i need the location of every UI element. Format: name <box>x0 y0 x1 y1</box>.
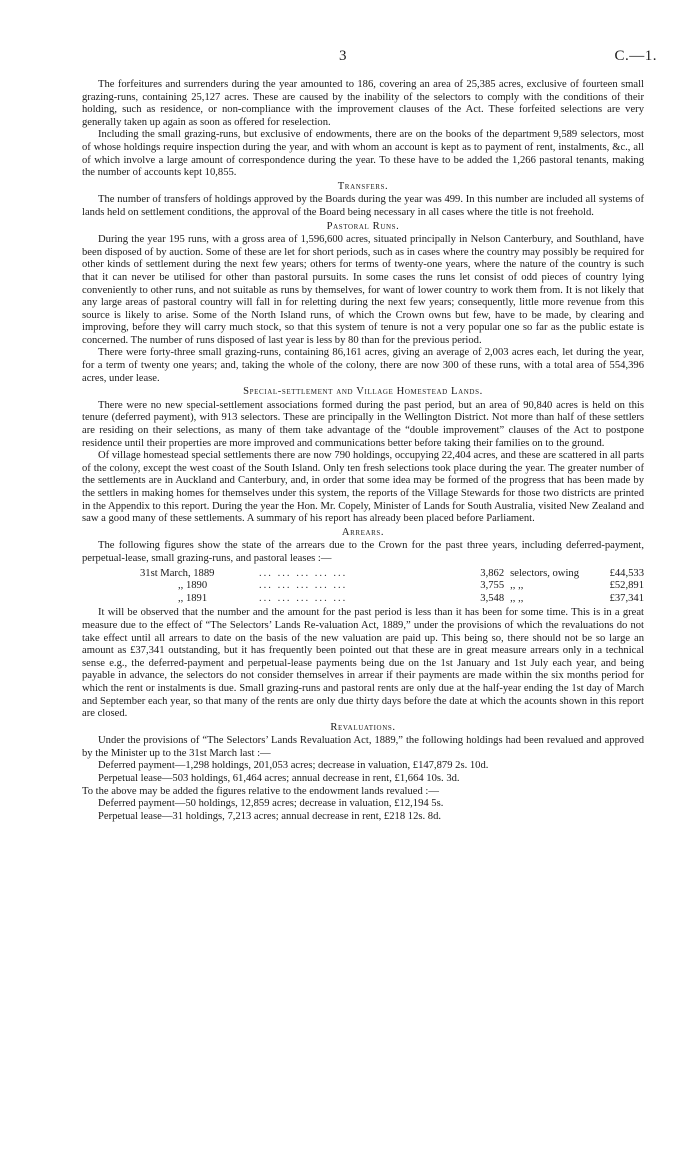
endowment-perpetual-lease: Perpetual lease—31 holdings, 7,213 acres; annual decrease in rent, £218 12s. 8d. <box>98 810 442 822</box>
endowment-deferred-payment: Deferred payment—50 holdings, 12,859 acres; decrease in valuation, £12,194 5s. <box>98 798 444 810</box>
heading-pastoral-runs: Pastoral Runs. <box>326 220 400 232</box>
page-number: 3 <box>339 48 347 64</box>
heading-arrears: Arrears. <box>341 526 385 538</box>
arrears-date: ,, 1890 <box>178 580 208 592</box>
paragraph-arrears-explanation: It will be observed that the number and the amount for the past period is less than it has been for some time. This is in a great measure due to the effect of “The Selectors’ Lands Re-valuation Act, 1889,” under the provisions of which the revaluations do not take effect until all arrears to date on the basis of the new valuation are paid up. This being so, there should not be so large an amount as £37,341 outstanding, but it has frequently been pointed out that these are in great measure arrears only in a technical sense e.g., the deferred-payment and perpetual-lease payments being due on the 1st January and 1st July each year, and being payable in advance, the selectors do not consider themselves in arrear if their payments are made within the six months period for which the rent or instalments is due. Small grazing-runs and pastoral rents are only due at the half-year ending the 1st day of March and September each year, so that many of the rents are only due thirty days before the date at which the acounts shown in this report are closed. <box>82 607 644 720</box>
heading-special-settlement: Special-settlement and Village Homestead Lands. <box>243 386 483 398</box>
arrears-table <box>140 568 644 606</box>
paragraph-forfeitures: The forfeitures and surrenders during the year amounted to 186, covering an area of 25,385 acres, exclusive of fourteen small grazing-runs, containing 25,127 acres. These are caused by the inability of the selectors to comply with the conditions of their holding, such as residence, or non-compliance with the improvement clauses of the Act. These forfeited selections are very generally taken up again as soon as offered for reselection. <box>82 79 644 128</box>
heading-revaluations: Revaluations. <box>330 721 396 733</box>
revaluation-deferred-payment: Deferred payment—1,298 holdings, 201,053 acres; decrease in valuation, £147,879 2s. 10d. <box>98 760 489 772</box>
document-body <box>82 79 644 823</box>
table-row <box>140 593 644 606</box>
arrears-date: ,, 1891 <box>178 592 208 604</box>
table-row <box>140 568 644 581</box>
paragraph-pastoral-runs: During the year 195 runs, with a gross area of 1,596,600 acres, situated principally in Nelson Canterbury, and Southland, have been disposed of by auction. Some of these are let for short periods, such as in cases where the country may possibly be required for other kinds of settlement during the next few years; others for terms of twenty-one years, where the nature of the country is such that it can never be utilised for other than pastoral pursuits. In some cases the runs let consist of odd pieces of country lying conveniently to other runs, and not suitable as runs by themselves, for want of lower country to work them from. It is not likely that any large areas of pastoral country will fall in for reletting during the next few years; consequently, little more revenue from this source is likely to arise. Some of the North Island runs, of which the Crown owns but few, have to be made, by clearing and improving, before they will carry much stock, so that this system of tenure is not a very popular one so far as the public estate is concerned. The number of runs disposed of last year is less by 80 than for the previous period. <box>82 234 644 346</box>
arrears-date: 31st March, 1889 <box>140 567 215 579</box>
paragraph-arrears-intro: The following figures show the state of the arrears due to the Crown for the past three years, including deferred-payment, perpetual-lease, small grazing-runs, and pastoral leases :— <box>82 540 644 564</box>
arrears-label: ,, ,, <box>510 580 524 592</box>
arrears-selectors: 3,755 <box>480 580 505 592</box>
arrears-label: ,, ,, <box>510 592 524 604</box>
paragraph-transfers: The number of transfers of holdings approved by the Boards during the year was 499. In this number are included all systems of lands held on settlement conditions, the approval of the Board being necessary in all cases where the title is not freehold. <box>82 194 644 218</box>
arrears-amount: £52,891 <box>609 580 644 592</box>
revaluation-perpetual-lease: Perpetual lease—503 holdings, 61,464 acres; annual decrease in rent, £1,664 10s. 3d. <box>98 773 460 785</box>
paragraph-small-grazing-runs: There were forty-three small grazing-runs, containing 86,161 acres, giving an average of 2,003 acres each, let during the year, for a term of twenty one years; and, taking the whole of the colony, there are now 300 of these runs, with a total area of 554,396 acres, under lease. <box>82 347 644 384</box>
table-row <box>140 580 644 593</box>
arrears-amount: £37,341 <box>609 592 644 604</box>
paragraph-revaluations-intro: Under the provisions of “The Selectors’ Lands Revaluation Act, 1889,” the following holdings had been revalued and approved by the Minister up to the 31st March last :— <box>82 735 644 759</box>
paragraph-endowment-intro: To the above may be added the figures relative to the endowment lands revalued :— <box>82 785 439 797</box>
leader-dots: ... ... ... ... ... <box>259 592 348 604</box>
paragraph-village-homestead: Of village homestead special settlements there are now 790 holdings, occupying 22,404 acres, and these are scattered in all parts of the colony, except the west coast of the South Island. Only ten fresh selections took place during the year. The greater number of the settlements are in Auckland and Canterbury, and, in order that some idea may be formed of the progress that has been made by the settlers in making homes for themselves under this system, the reports of the Village Stewards for those two districts are printed in the Appendix to this report. During the year the Hon. Mr. Copely, Minister of Lands for South Australia, visited New Zealand and saw a good many of these settlements. A summary of his report has already been placed before Parliament. <box>82 450 644 525</box>
document-code: C.—1. <box>614 48 657 64</box>
arrears-selectors: 3,548 <box>480 592 505 604</box>
heading-transfers: Transfers. <box>337 180 389 192</box>
leader-dots: ... ... ... ... ... <box>259 580 348 592</box>
paragraph-selectors: Including the small grazing-runs, but exclusive of endowments, there are on the books of the department 9,589 selectors, most of whose holdings require inspection during the year, and with whom an account is kept as to payment of rent, instalments, &c., all of which involve a large amount of correspondence during the year. To these have to be added the 1,266 pastoral tenants, making the number of accounts kept 10,855. <box>82 129 644 179</box>
arrears-selectors: 3,862 <box>480 567 505 579</box>
arrears-label: selectors, owing <box>510 567 579 579</box>
page-header <box>0 48 700 70</box>
arrears-amount: £44,533 <box>609 567 644 579</box>
leader-dots: ... ... ... ... ... <box>259 567 348 579</box>
paragraph-special-settlement: There were no new special-settlement associations formed during the past period, but an area of 90,840 acres is held on this tenure (deferred payment), with 913 selectors. These are principally in the Wellington District. Not more than half of these settlers are residing on their selections, as many of them take advantage of the “double improvement” clauses of the Act to postpone residence until their properties are more improved and communications better before taking their families on to the ground. <box>82 399 644 449</box>
